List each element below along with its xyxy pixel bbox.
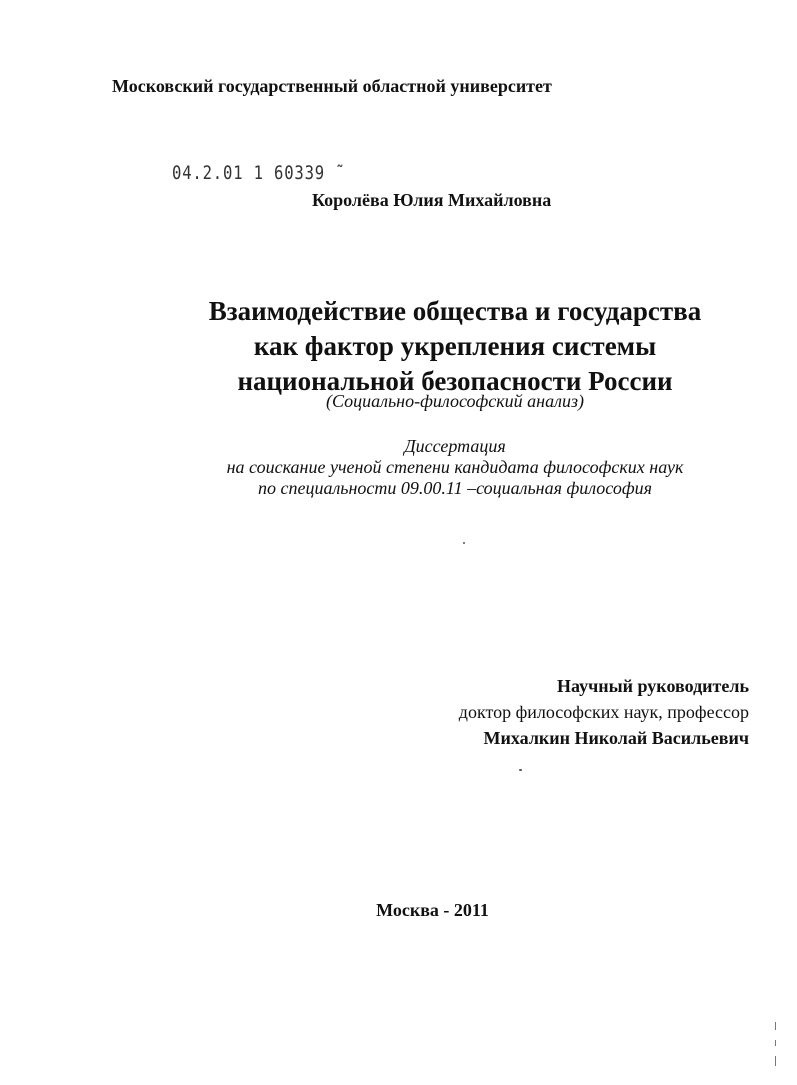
- scan-edge-mark: [775, 1056, 776, 1066]
- title-line: Взаимодействие общества и государства: [208, 296, 702, 326]
- dissertation-title: [150, 294, 760, 399]
- supervisor-name: Михалкин Николай Васильевич: [483, 728, 749, 748]
- specialty: по специальности 09.00.11 –социальная философия: [257, 478, 652, 498]
- supervisor-degree: доктор философских наук, профессор: [458, 702, 749, 722]
- scan-speck: [519, 769, 522, 771]
- dissertation-info: [150, 436, 760, 499]
- title-line: национальной безопасности России: [237, 366, 673, 396]
- title-subtitle: (Социально-философский анализ): [326, 391, 584, 411]
- title-line: как фактор укрепления системы: [253, 331, 657, 361]
- catalog-stamp: 04.2.01 1 60339 ˜: [172, 162, 346, 184]
- university-name: Московский государственный областной университет: [112, 76, 552, 96]
- scan-edge-mark: [775, 1040, 776, 1046]
- scan-speck: [463, 542, 465, 544]
- dissertation-type: Диссертация: [404, 436, 506, 456]
- city-year: Москва - 2011: [376, 900, 489, 920]
- author-name: Королёва Юлия Михайловна: [312, 190, 552, 210]
- supervisor-heading: Научный руководитель: [557, 676, 749, 696]
- supervisor-info: [459, 673, 749, 751]
- degree-sought: на соискание ученой степени кандидата философских наук: [226, 457, 684, 477]
- scan-edge-mark: [775, 1022, 776, 1030]
